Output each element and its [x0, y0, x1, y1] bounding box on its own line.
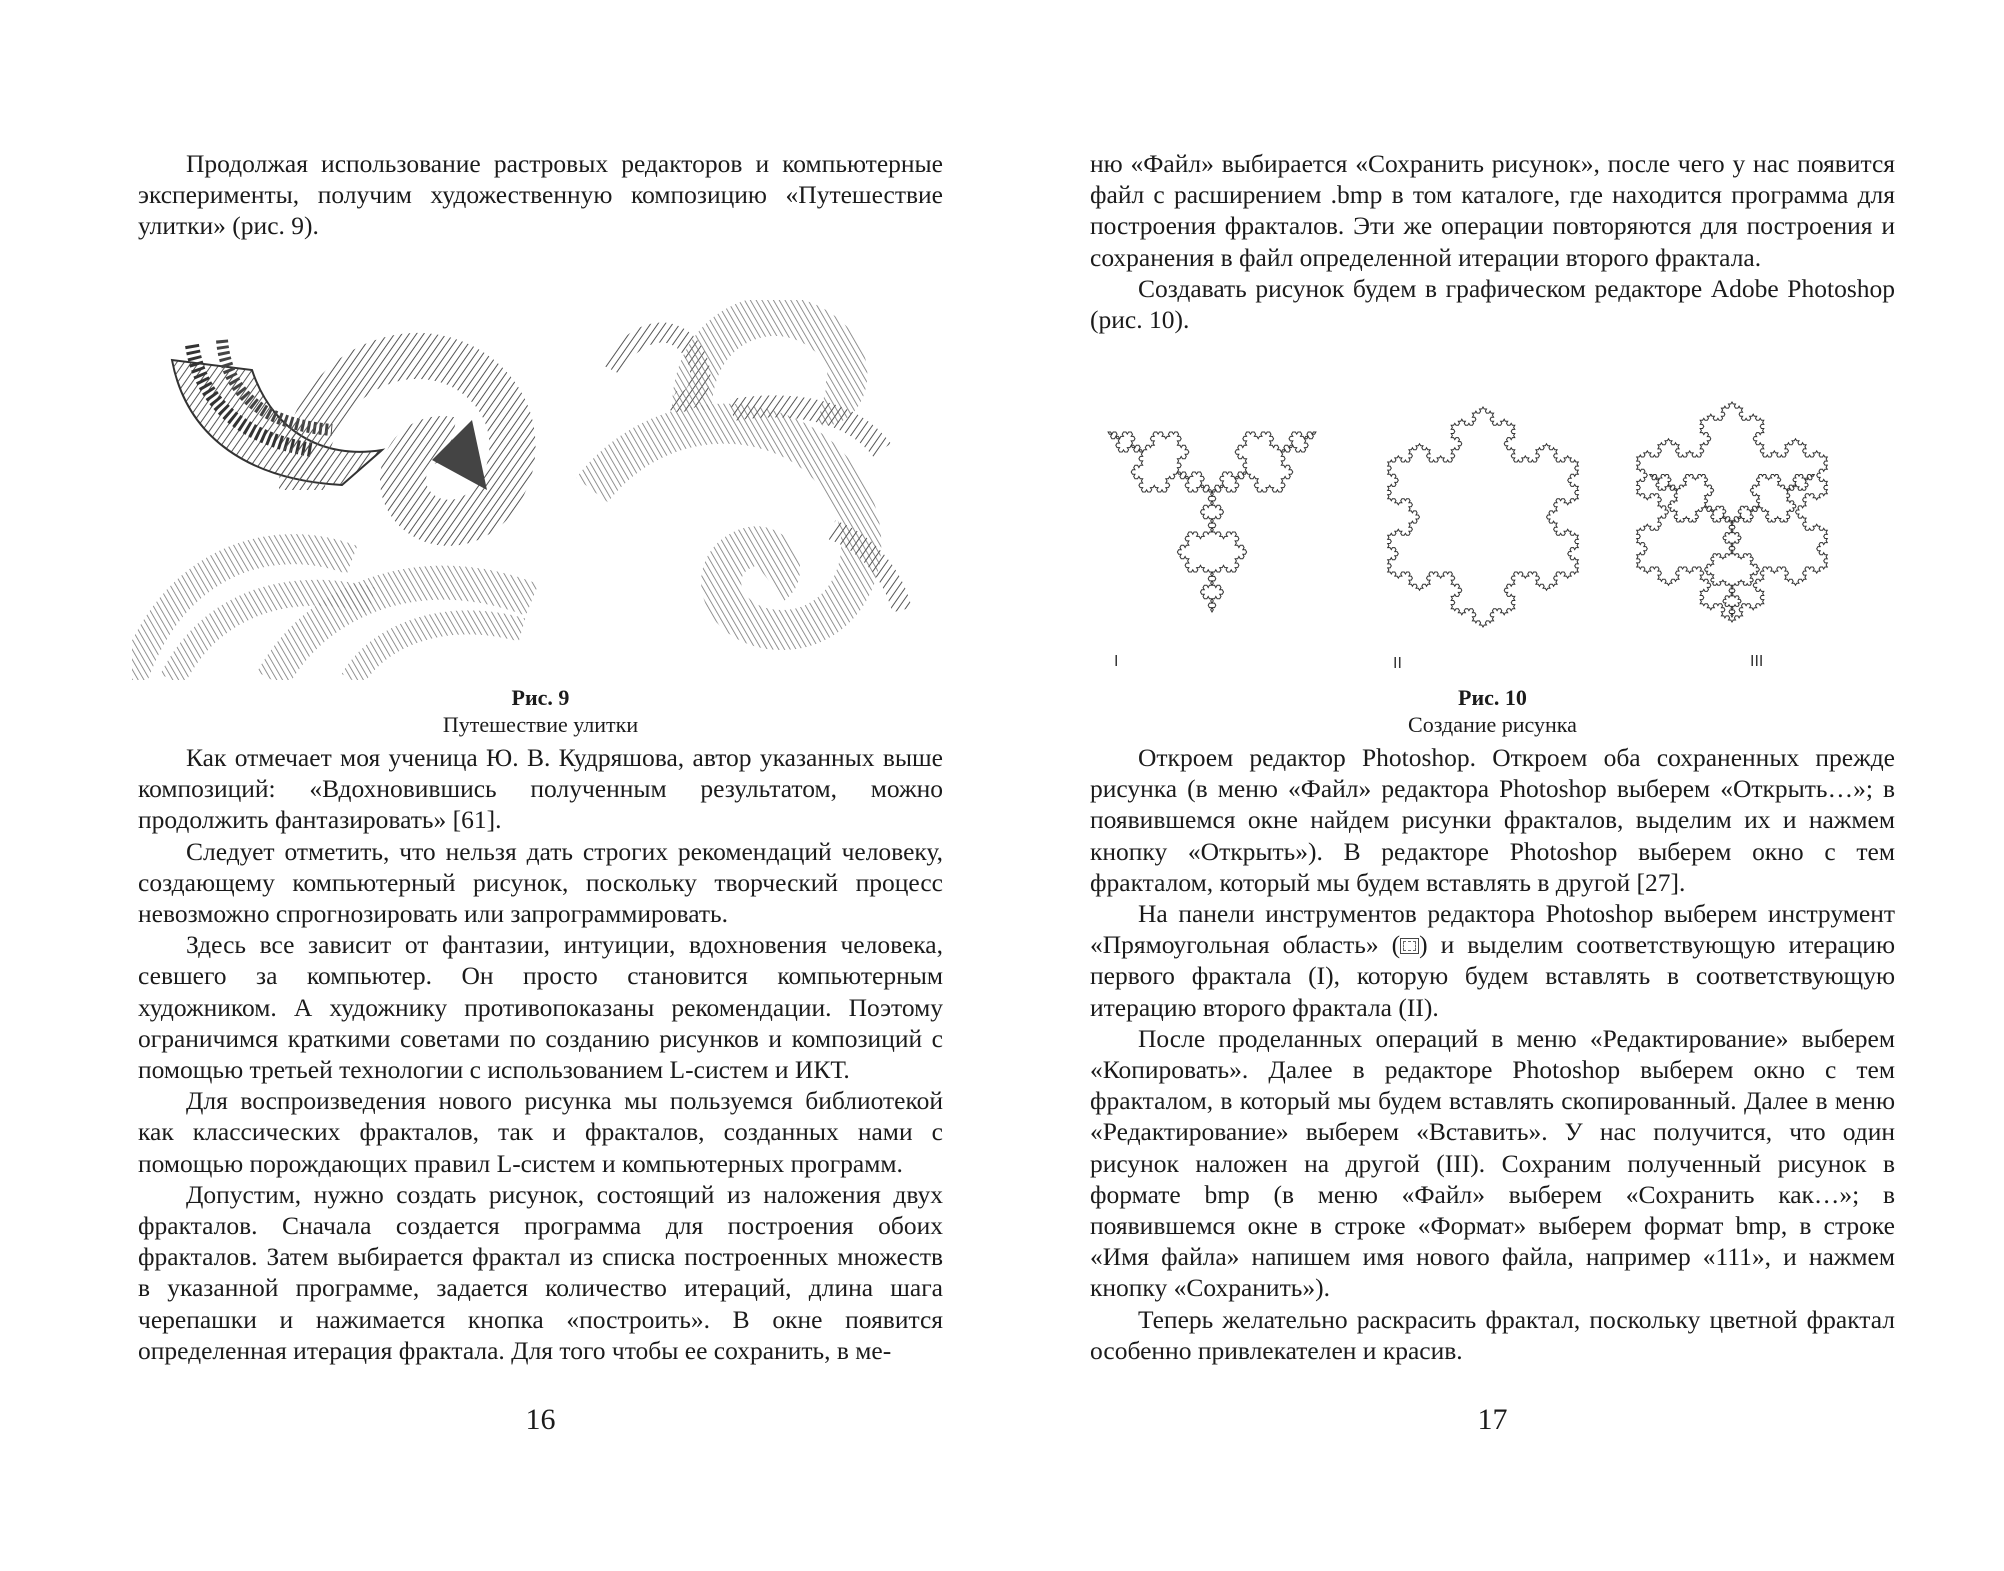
paragraph: Как отмечает моя ученица Ю. В. Кудряшова, автор указанных выше композиций: «Вдохновившись полученным результатом, можно продолжить фантазировать» [61].	[138, 743, 943, 835]
paragraph: Здесь все зависит от фантазии, интуиции, вдохновения человека, севшего за компьютер. Он просто становится компьютерным художником. А художнику противопоказаны рекомендации. Поэтому ограничимся краткими советами по созданию рисунков и композиций с помощью третьей технологии с использованием L-систем и ИКТ.	[138, 930, 943, 1085]
paragraph: После проделанных операций в меню «Редактирование» выберем «Копировать». Далее в редакторе Photoshop выберем окно с тем фракталом, в который мы будем вставлять скопированный. Далее в меню «Редактирование» выберем «Вставить». У нас получится, что один рисунок наложен на другой (III). Сохраним полученный рисунок в формате bmp (в меню «Файл» выберем «Сохранить как…»; в появившемся окне в строке «Формат» выберем формат bmp, в строке «Имя файла» напишем имя нового файла, например «111», и нажмем кнопку «Сохранить»).	[1090, 1023, 1895, 1303]
label-i: I	[1114, 653, 1119, 670]
paragraph: Для воспроизведения нового рисунка мы пользуемся библиотекой как классических фракталов, так и фракталов, созданных нами с помощью порождающих правил L-систем и компьютерных программ.	[138, 1086, 943, 1178]
right-page	[1002, 0, 2004, 1571]
snail-left-panel	[132, 340, 532, 680]
figure-10-fractal-image	[1090, 372, 1900, 652]
paragraph	[1090, 898, 1895, 1023]
figure-9-number: Рис. 9	[511, 685, 570, 710]
paragraph-part: На панели инструментов редактора Photoshop выберем инструмент «Прямоугольная область» (	[1090, 899, 1895, 960]
figure-9-snail-journey-image	[132, 300, 912, 680]
figure-10-number: Рис. 10	[1458, 685, 1527, 710]
paragraph: Допустим, нужно создать рисунок, состоящий из наложения двух фракталов. Сначала создается программа для построения обоих фракталов. Затем выбирается фрактал из списка построенных множеств в указанной программе, задается количество итераций, длина шага черепашки и нажимается кнопка «построить». В окне появится определенная итерация фрактала. Для того чтобы ее сохранить, в ме-	[138, 1179, 943, 1365]
label-iii: III	[1750, 653, 1764, 670]
paragraph: Следует отметить, что нельзя дать строгих рекомендаций человеку, создающему компьютерный рисунок, поскольку творческий процесс невозможно спрогнозировать или запрограммировать.	[138, 836, 943, 929]
right-intro-text	[1090, 148, 1895, 335]
paragraph: Продолжая использование растровых редакторов и компьютерные эксперименты, получим художественную композицию «Путешествие улитки» (рис. 9).	[138, 149, 943, 241]
paragraph: Создавать рисунок будем в графическом редакторе Adobe Photoshop (рис. 10).	[1090, 273, 1895, 335]
fractal-iii-overlay	[1650, 475, 1815, 618]
fractal-ii	[1388, 407, 1579, 627]
paragraph: ню «Файл» выбирается «Сохранить рисунок», после чего у нас появится файл с расширением .bmp в том каталоге, где находится программа для построения фракталов. Эти же операции повторяются для построения и сохранения в файл определенной итерации второго фрактала.	[1090, 149, 1895, 272]
left-body-text	[138, 742, 943, 1366]
figure-10-caption: Создание рисунка	[1408, 712, 1577, 737]
paragraph: Откроем редактор Photoshop. Откроем оба сохраненных прежде рисунка (в меню «Файл» редактора Photoshop выберем «Открыть…»; в появившемся окне найдем рисунки фракталов, выделим их и нажмем кнопку «Открыть»). В редакторе Photoshop выберем окно с тем фракталом, который мы будем вставлять в другой [27].	[1090, 743, 1895, 897]
paragraph: Теперь желательно раскрасить фрактал, поскольку цветной фрактал особенно привлекателен и красив.	[1090, 1304, 1895, 1365]
left-intro-text	[138, 148, 943, 242]
rectangular-marquee-icon	[1400, 938, 1419, 954]
page-number-right: 17	[1477, 1403, 1508, 1436]
paragraph-part: ) и выделим соответствующую итерацию первого фрактала (I), которую будем вставлять в соответствующую итерацию второго фрактала (II).	[1090, 930, 1895, 1022]
label-ii: II	[1393, 655, 1402, 672]
snail-right-panel	[592, 316, 902, 630]
page-number-left: 16	[525, 1403, 556, 1436]
right-body-text	[1090, 742, 1895, 1366]
fractal-i	[1108, 432, 1316, 612]
figure-9-caption: Путешествие улитки	[442, 712, 639, 737]
